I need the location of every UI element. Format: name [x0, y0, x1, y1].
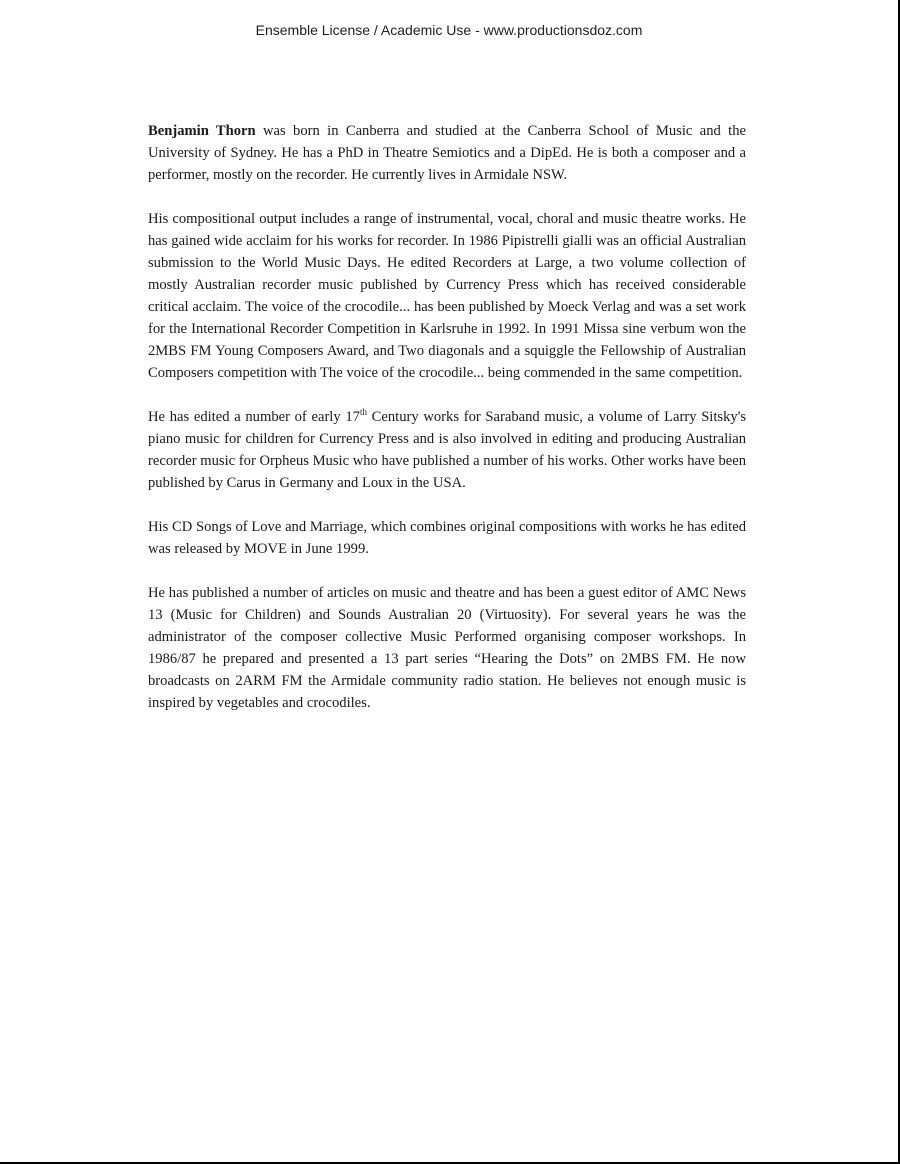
- ordinal-suffix: th: [359, 407, 367, 418]
- bio-paragraph-5: He has published a number of articles on music and theatre and has been a guest editor of AMC News 13 (Music for Children) and Sounds Australian 20 (Virtuosity). For several years he was the administrator of the composer collective Music Performed organising composer workshops. In 1986/87 he prepared and presented a 13 part series “Hearing the Dots” on 2MBS FM. He now broadcasts on 2ARM FM the Armidale community radio station. He believes not enough music is inspired by vegetables and crocodiles.: [148, 585, 746, 711]
- bio-paragraph-1: [148, 120, 746, 186]
- composer-name: Benjamin Thorn: [148, 123, 256, 139]
- bio-paragraph-4: His CD Songs of Love and Marriage, which combines original compositions with works he has edited was released by MOVE in June 1999.: [148, 519, 746, 557]
- bio-paragraph-3-text-b: Century works for Saraband music, a volume of Larry Sitsky's piano music for children for Currency Press and is also involved in editing and producing Australian recorder music for Orpheus Music who have published a number of his works. Other works have been published by Carus in Germany and Loux in the USA.: [148, 409, 746, 491]
- bio-paragraph-2: His compositional output includes a range of instrumental, vocal, choral and music theatre works. He has gained wide acclaim for his works for recorder. In 1986 Pipistrelli gialli was an official Australian submission to the World Music Days. He edited Recorders at Large, a two volume collection of mostly Australian recorder music published by Currency Press which has received considerable critical acclaim. The voice of the crocodile... has been published by Moeck Verlag and was a set work for the International Recorder Competition in Karlsruhe in 1992. In 1991 Missa sine verbum won the 2MBS FM Young Composers Award, and Two diagonals and a squiggle the Fellowship of Australian Composers competition with The voice of the crocodile... being commended in the same competition.: [148, 211, 746, 381]
- bio-paragraph-3-text-a: He has edited a number of early 17: [148, 409, 360, 425]
- bio-paragraph-1-text: was born in Canberra and studied at the Canberra School of Music and the University of Sydney. He has a PhD in Theatre Semiotics and a DipEd. He is both a composer and a performer, mostly on the recorder. He currently lives in Armidale NSW.: [148, 123, 746, 183]
- biography: [148, 120, 746, 736]
- bio-paragraph-3: [148, 406, 746, 494]
- license-header: Ensemble License / Academic Use - www.productionsdoz.com: [255, 22, 643, 38]
